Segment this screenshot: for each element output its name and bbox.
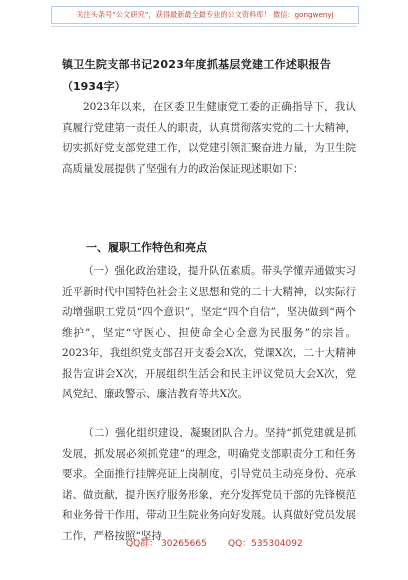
section-heading: 一、履职工作特色和亮点	[86, 241, 207, 254]
document-word-count: （1934字）	[62, 80, 126, 93]
footer-qq-group: QQ群： 30265665	[126, 539, 207, 549]
document-title: 镇卫生院支部书记2023年度抓基层党建工作述职报告	[62, 58, 332, 71]
header-divider	[51, 26, 357, 27]
paragraph-organization-building: （二）强化组织建设，凝聚团队合力。坚持“抓党建就是抓发展，抓发展必须抓党建”的理念，明确党支部职责分工和任务要求。全面推行挂牌亮证上岗制度，引导党员主动亮身份、亮承诺、做贡献，提升医疗服务形象，充分发挥党员干部的先锋模范和业务骨干作用，带动卫生院业务向好发展。认真做好党员发展工作，严格按照“坚持	[62, 427, 356, 542]
footer-qq-contact: QQ：535304092	[228, 539, 303, 549]
header-banner: 关注头条号“公文研究”，获得最新最全最专业的公文资料库！ 微信：gongwenyj	[51, 6, 359, 24]
footer	[0, 536, 408, 552]
paragraph-political-building: （一）强化政治建设，提升队伍素质。带头学懂弄通做实习近平新时代中国特色社会主义思想和党的二十大精神，以实际行动增强职工党员“四个意识”，坚定“四个自信”，坚决做到“两个维护”，坚定“守医心、担使命全心全意为民服务”的宗旨。2023年，我组织党支部召开支委会X次，党课X次，二十大精神报告宣讲会X次，开展组织生活会和民主评议党员大会X次，党风党纪、廉政警示、廉洁教育等共X次。	[62, 265, 356, 400]
intro-paragraph: 2023年以来，在区委卫生健康党工委的正确指导下，我认真履行党建第一责任人的职责，认真贯彻落实党的二十大精神，切实抓好党支部党建工作，以党建引领汇聚奋进力量，为卫生院高质量发展提供了坚强有力的政治保证现述职如下：	[62, 101, 356, 175]
